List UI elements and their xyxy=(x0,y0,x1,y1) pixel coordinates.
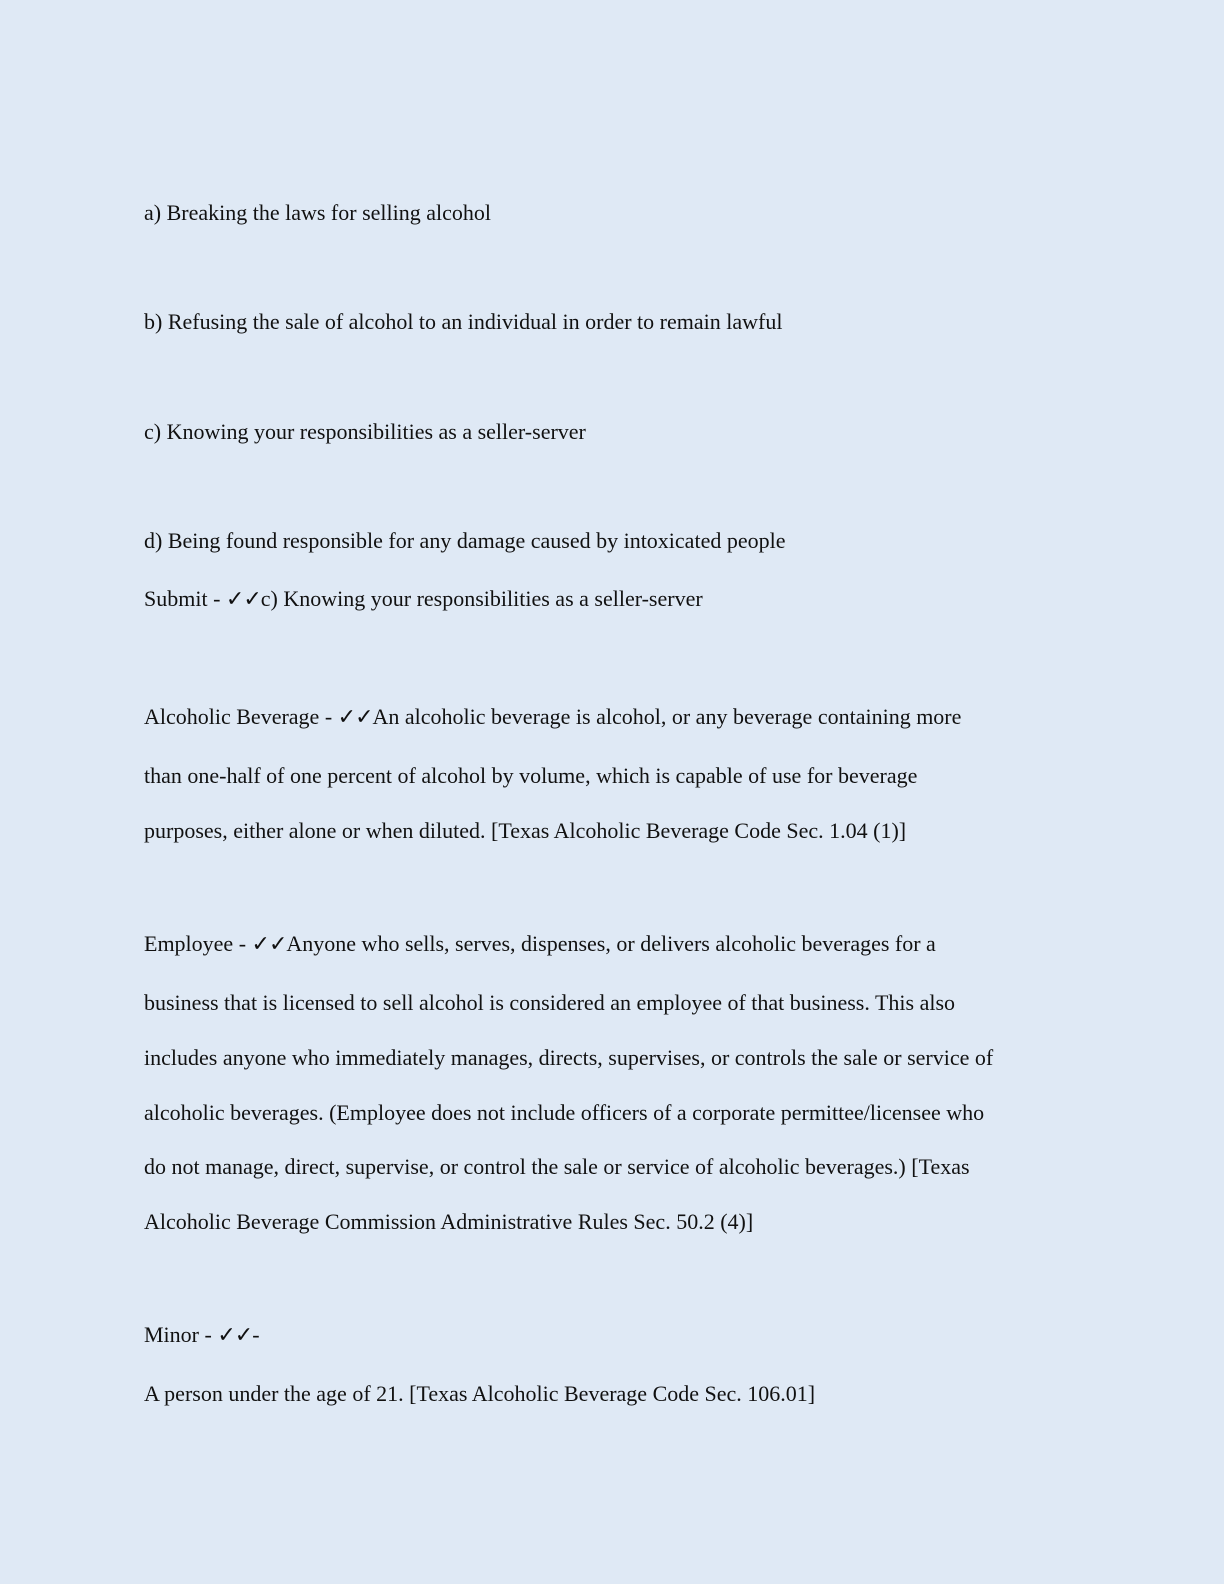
definition-text: Alcoholic Beverage Commission Administrative Rules Sec. 50.2 (4)] xyxy=(144,1209,754,1234)
definition-text: A person under the age of 21. [Texas Alcoholic Beverage Code Sec. 106.01] xyxy=(144,1381,816,1406)
term-label: Alcoholic Beverage - xyxy=(144,704,338,729)
definition-text: do not manage, direct, supervise, or control the sale or service of alcoholic beverages.) [Texas xyxy=(144,1154,970,1179)
term-label: Employee - xyxy=(144,931,252,956)
option-c: c) Knowing your responsibilities as a seller-server xyxy=(144,419,586,444)
definition-alcoholic-beverage xyxy=(144,703,1084,732)
definition-minor xyxy=(144,1321,1084,1350)
definition-text: includes anyone who immediately manages, directs, supervises, or controls the sale or service of xyxy=(144,1045,994,1070)
submit-answer: c) Knowing your responsibilities as a seller-server xyxy=(260,586,703,611)
term-label: Minor - xyxy=(144,1322,218,1347)
option-b: b) Refusing the sale of alcohol to an individual in order to remain lawful xyxy=(144,309,783,334)
checkmark-icon: ✓✓ xyxy=(251,932,287,957)
definition-text: business that is licensed to sell alcohol is considered an employee of that business. This also xyxy=(144,990,956,1015)
checkmark-icon: ✓✓ xyxy=(225,587,261,612)
submit-label: Submit - xyxy=(144,586,226,611)
definition-text: An alcoholic beverage is alcohol, or any beverage containing more xyxy=(372,704,962,729)
definition-text: Anyone who sells, serves, dispenses, or delivers alcoholic beverages for a xyxy=(286,931,936,956)
option-a: a) Breaking the laws for selling alcohol xyxy=(144,200,492,225)
option-d: d) Being found responsible for any damage caused by intoxicated people xyxy=(144,528,786,553)
checkmark-icon: ✓✓ xyxy=(217,1323,253,1348)
definition-text: than one-half of one percent of alcohol by volume, which is capable of use for beverage xyxy=(144,763,918,788)
submit-answer-line xyxy=(144,585,1084,614)
checkmark-icon: ✓✓ xyxy=(337,705,373,730)
term-suffix: - xyxy=(252,1322,260,1347)
definition-employee xyxy=(144,930,1084,959)
definition-text: alcoholic beverages. (Employee does not include officers of a corporate permittee/licensee who xyxy=(144,1100,985,1125)
definition-text: purposes, either alone or when diluted. [Texas Alcoholic Beverage Code Sec. 1.04 (1)] xyxy=(144,818,907,843)
